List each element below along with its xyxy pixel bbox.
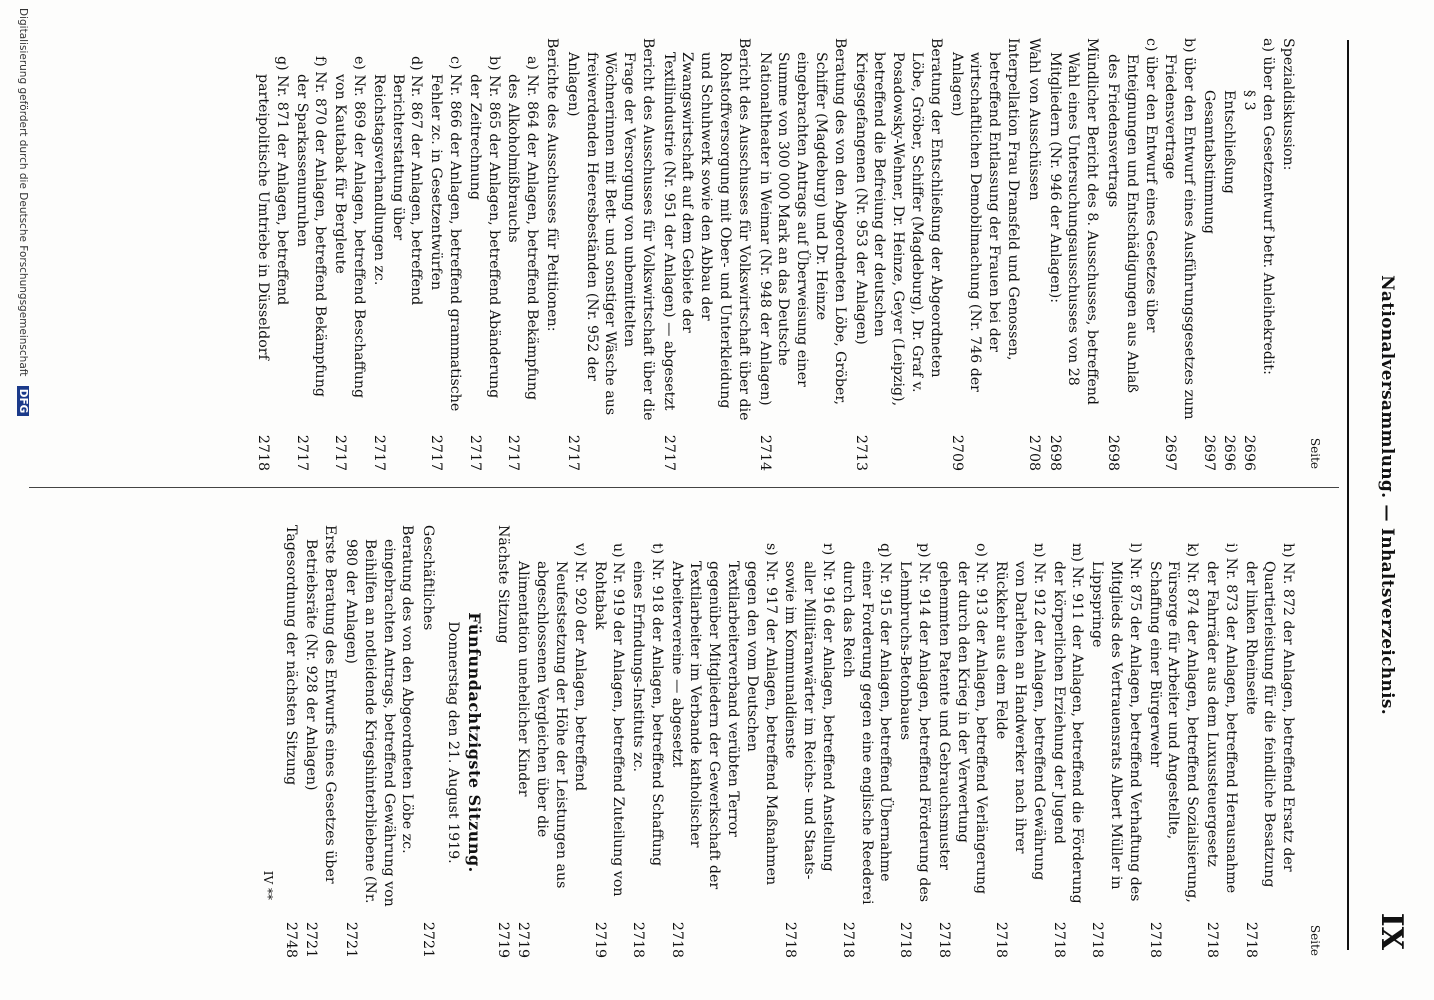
toc-entry-page: 2718 bbox=[935, 921, 952, 958]
page-title: Nationalversammlung. — Inhaltsverzeichnis. bbox=[1377, 275, 1397, 715]
toc-entry-text: c) Nr. 866 der Anlagen, betreffend grammatische Fehler zc. in Gesetzentwürfen bbox=[428, 56, 463, 412]
toc-entry-page: 2709 bbox=[948, 434, 965, 471]
toc-entry-page: 2717 bbox=[505, 434, 522, 471]
toc-entry-text: l) Nr. 875 der Anlagen, betreffend Verhaftung des Mitglieds des Vertrauensrats Albert Müller in Lippspringe bbox=[1089, 543, 1143, 902]
left-column bbox=[252, 38, 1324, 473]
toc-entry bbox=[330, 38, 368, 473]
toc-entry-text: Berichte des Ausschusses für Petitionen: bbox=[543, 38, 560, 332]
toc-entry-page: 2717 bbox=[466, 434, 483, 471]
toc-entry-text: n) Nr. 912 der Anlagen, betreffend Gewährung von Darlehen an Handwerker nach ihrer Rückkehr aus dem Felde bbox=[993, 543, 1047, 881]
toc-entry-page: 2719 bbox=[515, 921, 532, 958]
toc-entry-page: 2718 bbox=[1242, 921, 1259, 958]
toc-entry bbox=[1259, 38, 1278, 473]
toc-entry-page: 2696 bbox=[1240, 434, 1257, 471]
toc-entry bbox=[253, 38, 291, 473]
session-entries bbox=[281, 525, 437, 960]
toc-entry-text: Erste Beratung des Entwurfs eines Gesetzes über Betriebsräte (Nr. 928 der Anlagen) bbox=[303, 525, 339, 884]
toc-entry-text: k) Nr. 874 der Anlagen, betreffend Sozialisierung, Fürsorge für Arbeiter und Angestellte, Schaffung einer Bürgerwehr bbox=[1146, 543, 1201, 903]
right-entries bbox=[493, 525, 1297, 960]
toc-entry-text: Entschließung bbox=[1220, 90, 1237, 194]
toc-entry-text: Bericht des Ausschusses für Volkswirtschaft über die Frage der Versorgung von unbemittelten Wöchnerinnen mit Bett- und sonstiger Wäsche aus freiwerdenden Heeresbeständen (Nr. 952 der Anlagen) bbox=[564, 38, 656, 421]
toc-entry bbox=[755, 38, 849, 473]
toc-entry bbox=[1202, 525, 1240, 960]
toc-entry bbox=[1045, 38, 1101, 473]
toc-entry bbox=[369, 38, 425, 473]
toc-entry bbox=[1087, 525, 1143, 960]
toc-entry-text: Nächste Sitzung bbox=[494, 525, 511, 644]
page-header bbox=[1339, 40, 1409, 950]
page-number: IX bbox=[1374, 912, 1409, 950]
header-rule bbox=[1347, 40, 1349, 950]
toc-entry-text: c) über den Entwurf eines Gesetzes über Enteignungen und Entschädigungen aus Anlaß des Friedensvertrags bbox=[1105, 38, 1159, 393]
toc-entry bbox=[895, 525, 933, 960]
toc-entry-text: v) Nr. 920 der Anlagen, betreffend Neufestsetzung der Höhe der Leistungen aus abgeschlossenen Vergleichen über die Alimentation unehelicher Kinder bbox=[515, 543, 588, 889]
toc-entry-page: 2714 bbox=[756, 434, 773, 471]
toc-entry-text: Beratung des von den Abgeordneten Löbe zc. eingebrachten Antrags, betreffend Gewährung von Beihilfen an notleidende Kriegshinterbliebene (Nr. 980 der Anlagen) bbox=[342, 525, 416, 907]
signature-mark: IV ** bbox=[260, 870, 275, 900]
toc-entry-page: 2718 bbox=[782, 921, 799, 958]
toc-entry-text: Bericht des Ausschusses für Volkswirtschaft über die Rohstoffversorgung mit Ober- und Unterkleidung und Schuhwerk sowie den Abbau der Zwangswirtschaft auf dem Gebiete der Textilindustrie (Nr. 951 der Anlagen) — abgesetzt bbox=[660, 38, 752, 421]
toc-entry bbox=[659, 38, 753, 473]
toc-entry-page: 2721 bbox=[303, 921, 320, 958]
toc-entry-page: 2721 bbox=[420, 921, 437, 958]
toc-entry-page: 2718 bbox=[1146, 921, 1163, 958]
toc-entry-text: Interpellation Frau Dransfeld und Genossen, betreffend Entlassung der Frauen bei der wirtschaftlichen Demobilmachung (Nr. 746 der Anlagen) bbox=[948, 38, 1022, 392]
toc-entry-text: f) Nr. 870 der Anlagen, betreffend Bekämpfung der Sparkassenunruhen bbox=[293, 56, 329, 397]
toc-entry bbox=[302, 525, 340, 960]
toc-entry-page: 2719 bbox=[494, 921, 511, 958]
toc-entry-text: Beratung der Entschließung der Abgeordneten Löbe, Gröber, Schiffer (Magdeburg), Dr. Graf v. Posadowsky-Wehner, Dr. Heinze, Geyer (Leipzig), betreffend die Befreiung der deutschen Kriegsgefangenen (Nr. 953 der Anlagen) bbox=[852, 38, 944, 407]
toc-entry bbox=[1145, 525, 1201, 960]
session-title: Fünfundachtzigste Sitzung. bbox=[464, 612, 484, 873]
toc-entry bbox=[1219, 38, 1238, 473]
toc-entry-page: 2718 bbox=[254, 434, 271, 471]
toc-entry-page: 2717 bbox=[370, 434, 387, 471]
toc-entry-page: 2708 bbox=[1025, 434, 1042, 471]
toc-entry bbox=[1278, 38, 1297, 473]
toc-entry bbox=[1161, 38, 1199, 473]
toc-entry bbox=[667, 525, 780, 960]
toc-entry bbox=[493, 525, 512, 960]
seite-label: Seite bbox=[1308, 924, 1322, 956]
toc-entry bbox=[341, 525, 416, 960]
left-entries bbox=[253, 38, 1297, 473]
toc-entry bbox=[1241, 525, 1297, 960]
toc-entry-page: 2717 bbox=[660, 434, 677, 471]
toc-entry bbox=[465, 38, 503, 473]
toc-entry bbox=[1199, 38, 1218, 473]
toc-entry-text: d) Nr. 867 der Anlagen, betreffend Berichterstattung über Reichstagsverhandlungen zc. bbox=[370, 56, 425, 306]
toc-entry-text: Gesamtabstimmung bbox=[1201, 90, 1218, 234]
toc-entry-text: Wahl von Ausschüssen bbox=[1025, 38, 1042, 201]
toc-entry-page: 2718 bbox=[630, 921, 647, 958]
toc-entry-page: 2697 bbox=[1201, 434, 1218, 471]
toc-entry-text: Tagesordnung der nächsten Sitzung bbox=[282, 525, 299, 786]
toc-entry-page: 2717 bbox=[564, 434, 581, 471]
toc-entry bbox=[947, 38, 1022, 473]
toc-entry bbox=[1103, 38, 1159, 473]
toc-entry-page: 2698 bbox=[1046, 434, 1063, 471]
toc-entry bbox=[426, 38, 464, 473]
toc-entry-text: q) Nr. 915 der Anlagen, betreffend Übernahme einer Forderung gegen eine englische Reederei durch das Reich bbox=[839, 543, 894, 905]
toc-entry-page: 2696 bbox=[1220, 434, 1237, 471]
toc-entry-text: u) Nr. 919 der Anlagen, betreffend Zuteilung von Rohtabak bbox=[591, 543, 627, 897]
toc-entry-page: 2717 bbox=[332, 434, 349, 471]
toc-entry-text: r) Nr. 916 der Anlagen, betreffend Anstellung aller Militäranwärter im Reichs- und Staats- sowie im Kommunaldienste bbox=[782, 543, 837, 880]
toc-entry bbox=[542, 38, 561, 473]
toc-entry-text: i) Nr. 873 der Anlagen, betreffend Herausnahme der Fahrräder aus dem Luxussteuergesetz bbox=[1204, 543, 1239, 894]
toc-entry-page: 2721 bbox=[342, 921, 359, 958]
toc-entry-page: 2718 bbox=[897, 921, 914, 958]
toc-entry-text: g) Nr. 871 der Anlagen, betreffend parteipolitische Umtriebe in Düsseldorf bbox=[254, 56, 290, 360]
toc-entry bbox=[1024, 38, 1043, 473]
dfg-logo: DFG bbox=[17, 386, 29, 417]
toc-entry-text: t) Nr. 918 der Anlagen, betreffend Schaffung eines Erfindungs-Instituts zc. bbox=[630, 543, 665, 867]
toc-entry bbox=[292, 38, 330, 473]
toc-entry-text: o) Nr. 913 der Anlagen, betreffend Verlängerung der durch den Krieg in der Verwertung gehemmten Patente und Gebrauchsmuster bbox=[935, 543, 990, 895]
toc-entry bbox=[1049, 525, 1087, 960]
toc-entry bbox=[851, 38, 945, 473]
toc-entry-text: § 3 bbox=[1240, 90, 1257, 111]
toc-entry-page: 2717 bbox=[428, 434, 445, 471]
toc-entry-text: p) Nr. 914 der Anlagen, betreffend Förderung des Lehmbruchs-Betonbaues bbox=[897, 543, 933, 902]
toc-entry bbox=[628, 525, 666, 960]
margin-note-text: Digitalisierung gefördert durch die Deutsche Forschungsgemeinschaft bbox=[17, 8, 29, 377]
toc-entry bbox=[590, 525, 628, 960]
margin-note bbox=[17, 8, 29, 416]
seite-label: Seite bbox=[1308, 437, 1322, 469]
toc-entry-text: b) Nr. 865 der Anlagen, betreffend Abänderung der Zeitrechnung bbox=[466, 56, 502, 399]
toc-entry-text: Beratung des von den Abgeordneten Löbe, Gröber, Schiffer (Magdeburg) und Dr. Heinze eingebrachten Antrags auf Überweisung einer Summe von 300 000 Mark an das Deutsche Nationaltheater in Weimar (Nr. 948 der Anlagen) bbox=[756, 38, 848, 406]
toc-entry-text: e) Nr. 869 der Anlagen, betreffend Beschaffung von Kautabak für Bergleute bbox=[332, 56, 367, 399]
toc-entry-page: 2718 bbox=[1089, 921, 1106, 958]
toc-entry-text: Geschäftliches bbox=[420, 525, 437, 631]
toc-entry-text: m) Nr. 911 der Anlagen, betreffend die Förderung der körperlichen Erziehung der Jugend bbox=[1050, 543, 1086, 904]
toc-entry-page: 2717 bbox=[293, 434, 310, 471]
toc-entry-page: 2719 bbox=[591, 921, 608, 958]
toc-entry bbox=[563, 38, 657, 473]
toc-entry-page: 2718 bbox=[1050, 921, 1067, 958]
toc-entry bbox=[418, 525, 437, 960]
toc-entry-text: Mündlicher Bericht des 8. Ausschusses, betreffend Wahl eines Untersuchungsausschusses von 28 Mitgliedern (Nr. 946 der Anlagen): bbox=[1046, 38, 1101, 405]
toc-entry-text: Spezialdiskussion: bbox=[1280, 38, 1297, 171]
session-date: Donnerstag den 21. August 1919. bbox=[444, 621, 461, 864]
toc-entry bbox=[934, 525, 990, 960]
toc-entry bbox=[991, 525, 1047, 960]
toc-entry-text: h) Nr. 872 der Anlagen, betreffend Ersatz der Quartierleistung für die feindliche Besatzung der linken Rheinseite bbox=[1242, 543, 1297, 888]
toc-entry-page: 2748 bbox=[282, 921, 299, 958]
toc-entry bbox=[781, 525, 837, 960]
column-divider bbox=[29, 487, 1339, 488]
toc-entry-text: a) Nr. 864 der Anlagen, betreffend Bekämpfung des Alkoholmißbrauchs bbox=[505, 56, 541, 401]
toc-entry bbox=[281, 525, 300, 960]
toc-entry bbox=[838, 525, 894, 960]
toc-entry-page: 2718 bbox=[1204, 921, 1221, 958]
toc-entry-page: 2713 bbox=[852, 434, 869, 471]
toc-entry-text: b) über den Entwurf eines Ausführungsgesetzes zum Friedensvertrage bbox=[1162, 38, 1198, 420]
toc-entry-text: a) über den Gesetzentwurf betr. Anleihekredit: bbox=[1260, 38, 1277, 375]
toc-entry-page: 2697 bbox=[1162, 434, 1179, 471]
toc-entry-page: 2718 bbox=[839, 921, 856, 958]
toc-entry bbox=[1239, 38, 1258, 473]
toc-entry bbox=[514, 525, 589, 960]
toc-entry-text: s) Nr. 917 der Anlagen, betreffend Maßnahmen gegen den vom Deutschen Textilarbeiterverband verübten Terror gegenüber Mitgliedern der Gewerkschaft der Textilarbeiter im Verbande katholischer Arbeitervereine — abgesetzt bbox=[668, 543, 779, 890]
toc-entry-page: 2698 bbox=[1105, 434, 1122, 471]
toc-entry-page: 2718 bbox=[668, 921, 685, 958]
toc-entry-page: 2718 bbox=[993, 921, 1010, 958]
right-column bbox=[258, 525, 1324, 960]
toc-entry bbox=[504, 38, 542, 473]
